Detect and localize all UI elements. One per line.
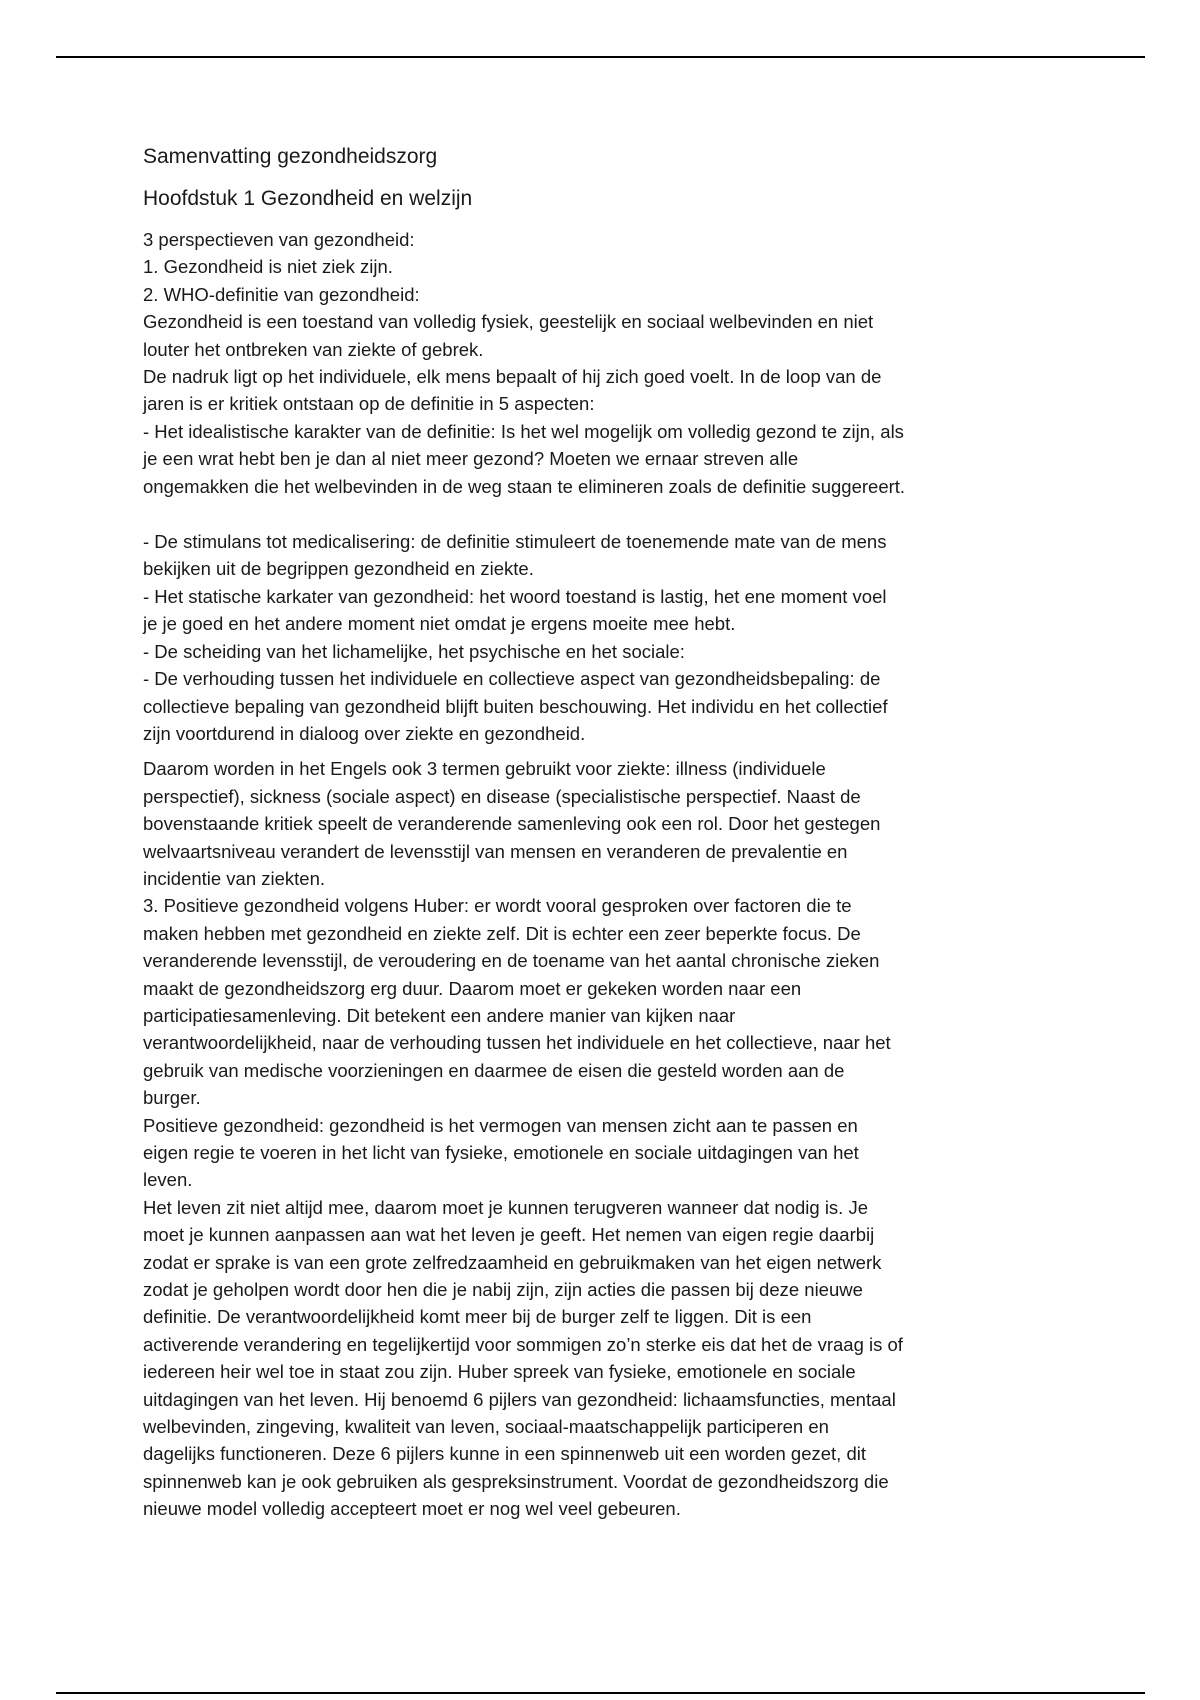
text-line: welvaartsniveau verandert de levensstijl van mensen en veranderen de prevalentie en <box>143 840 848 862</box>
text-line: zijn voortdurend in dialoog over ziekte en gezondheid. <box>143 722 586 744</box>
text-line: louter het ontbreken van ziekte of gebrek. <box>143 338 484 360</box>
text-line: zodat je geholpen wordt door hen die je nabij zijn, zijn acties die passen bij deze nieuwe <box>143 1279 863 1301</box>
document-body <box>143 142 1063 1523</box>
text-line: welbevinden, zingeving, kwaliteit van leven, sociaal-maatschappelijk participeren en <box>143 1416 829 1438</box>
document-title: Samenvatting gezondheidszorg <box>143 145 438 168</box>
text-line: - De scheiding van het lichamelijke, het psychische en het sociale: <box>143 640 685 662</box>
text-line: 2. WHO-definitie van gezondheid: <box>143 283 420 305</box>
text-line: jaren is er kritiek ontstaan op de definitie in 5 aspecten: <box>143 393 595 415</box>
text-line: - De stimulans tot medicalisering: de definitie stimuleert de toenemende mate van de mens <box>143 531 887 553</box>
text-line: iedereen heir wel toe in staat zou zijn. Huber spreek van fysieke, emotionele en sociale <box>143 1361 856 1383</box>
text-line: definitie. De verantwoordelijkheid komt meer bij de burger zelf te liggen. Dit is een <box>143 1306 812 1328</box>
top-rule <box>56 56 1145 58</box>
bottom-rule <box>56 1692 1145 1694</box>
text-line: 1. Gezondheid is niet ziek zijn. <box>143 256 393 278</box>
text-line: Positieve gezondheid: gezondheid is het vermogen van mensen zicht aan te passen en <box>143 1114 858 1136</box>
text-line: maakt de gezondheidszorg erg duur. Daarom moet er gekeken worden naar een <box>143 977 802 999</box>
text-line: Daarom worden in het Engels ook 3 termen gebruikt voor ziekte: illness (individuele <box>143 758 826 780</box>
text-line: Het leven zit niet altijd mee, daarom moet je kunnen terugveren wanneer dat nodig is. Je <box>143 1196 868 1218</box>
text-line: - Het idealistische karakter van de definitie: Is het wel mogelijk om volledig gezond te zijn, als <box>143 420 904 442</box>
text-line: burger. <box>143 1087 201 1109</box>
text-line: je je goed en het andere moment niet omdat je ergens moeite mee hebt. <box>143 613 736 635</box>
text-line: 3. Positieve gezondheid volgens Huber: er wordt vooral gesproken over factoren die te <box>143 895 852 917</box>
text-line: perspectief), sickness (sociale aspect) en disease (specialistische perspectief. Naast de <box>143 785 861 807</box>
paragraph-block <box>143 528 1063 747</box>
text-line: veranderende levensstijl, de veroudering en de toename van het aantal chronische zieken <box>143 950 880 972</box>
text-line: gebruik van medische voorzieningen en daarmee de eisen die gesteld worden aan de <box>143 1059 845 1081</box>
text-line: verantwoordelijkheid, naar de verhouding tussen het individuele en het collectieve, naar het <box>143 1032 891 1054</box>
text-line: je een wrat hebt ben je dan al niet meer gezond? Moeten we ernaar streven alle <box>143 448 799 470</box>
text-line: nieuwe model volledig accepteert moet er nog wel veel gebeuren. <box>143 1498 681 1520</box>
text-line: maken hebben met gezondheid en ziekte zelf. Dit is echter een zeer beperkte focus. De <box>143 922 861 944</box>
paragraph-block <box>143 755 1063 1522</box>
text-line: bovenstaande kritiek speelt de veranderende samenleving ook een rol. Door het gestegen <box>143 813 881 835</box>
text-line: uitdagingen van het leven. Hij benoemd 6 pijlers van gezondheid: lichaamsfuncties, mentaal <box>143 1388 896 1410</box>
text-line: bekijken uit de begrippen gezondheid en ziekte. <box>143 558 534 580</box>
text-line: - De verhouding tussen het individuele en collectieve aspect van gezondheidsbepaling: de <box>143 668 881 690</box>
text-line: - Het statische karkater van gezondheid: het woord toestand is lastig, het ene moment voel <box>143 585 887 607</box>
chapter-heading: Hoofdstuk 1 Gezondheid en welzijn <box>143 187 473 210</box>
text-line: zodat er sprake is van een grote zelfredzaamheid en gebruikmaken van het eigen netwerk <box>143 1251 882 1273</box>
text-line: incidentie van ziekten. <box>143 867 326 889</box>
text-line: leven. <box>143 1169 193 1191</box>
text-line: Gezondheid is een toestand van volledig fysiek, geestelijk en sociaal welbevinden en niet <box>143 311 874 333</box>
text-line: moet je kunnen aanpassen aan wat het leven je geeft. Het nemen van eigen regie daarbij <box>143 1224 875 1246</box>
text-line: collectieve bepaling van gezondheid blijft buiten beschouwing. Het individu en het collectief <box>143 695 888 717</box>
text-line: participatiesamenleving. Dit betekent een andere manier van kijken naar <box>143 1004 736 1026</box>
text-line: De nadruk ligt op het individuele, elk mens bepaalt of hij zich goed voelt. In de loop van de <box>143 366 882 388</box>
paragraph-block <box>143 226 1063 500</box>
text-line: spinnenweb kan je ook gebruiken als gespreksinstrument. Voordat de gezondheidszorg die <box>143 1470 889 1492</box>
text-line: eigen regie te voeren in het licht van fysieke, emotionele en sociale uitdagingen van het <box>143 1142 859 1163</box>
text-line: activerende verandering en tegelijkertijd voor sommigen zo’n sterke eis dat het de vraag is of <box>143 1333 903 1355</box>
text-line: 3 perspectieven van gezondheid: <box>143 229 415 250</box>
text-line: dagelijks functioneren. Deze 6 pijlers kunne in een spinnenweb uit een worden gezet, dit <box>143 1443 866 1465</box>
text-line: ongemakken die het welbevinden in de weg staan te elimineren zoals de definitie suggereert. <box>143 475 906 497</box>
